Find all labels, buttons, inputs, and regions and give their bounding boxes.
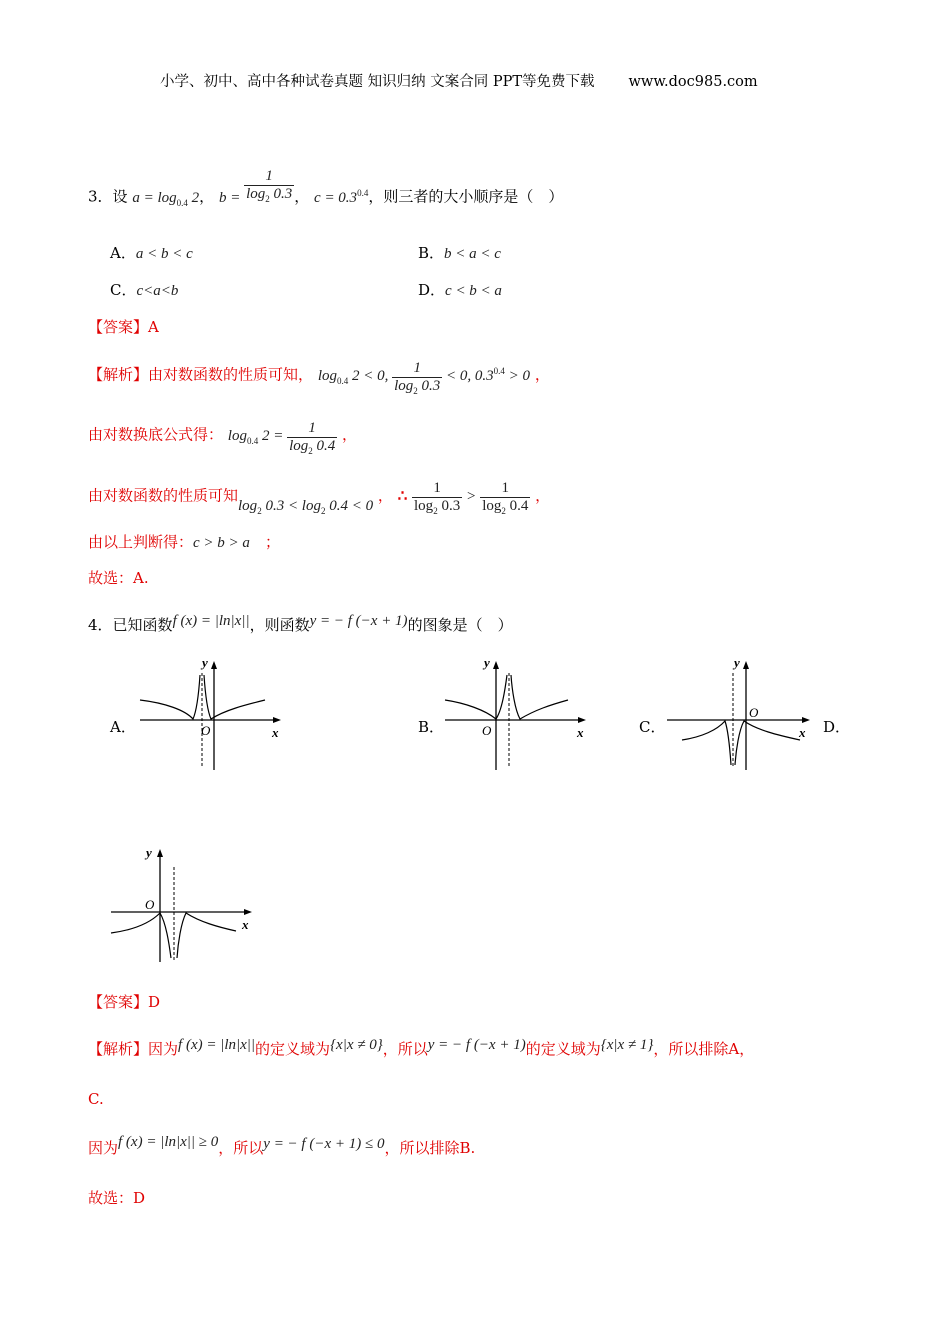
q3-option-a[interactable] bbox=[110, 242, 193, 263]
q3-b-expr: b = $\frac{1}{\log_2 0.3}$ bbox=[218, 168, 293, 206]
svg-text:y: y bbox=[734, 655, 740, 670]
q3-analysis-line2: 由对数换底公式得： $\log_{0.4} 2$ = $\frac{1}{\log_2 0.4}$ ， bbox=[88, 420, 358, 457]
q4-stem: 4．已知函数f (x) = |ln|x||，则函数y = − f (−x + 1)的图象是（ ） bbox=[88, 613, 513, 634]
option-expr: c<a<b bbox=[136, 283, 179, 299]
svg-text:y: y bbox=[146, 845, 152, 860]
q3-a-expr: $a = \log_{0.4} 2$ bbox=[132, 189, 200, 208]
svg-text:x: x bbox=[799, 725, 806, 740]
q3-analysis-line4: 由以上判断得：c > b > a ； bbox=[88, 533, 280, 551]
q4-analysis-line2: 因为f (x) = |ln|x|| ≥ 0，所以y = − f (−x + 1) ≤ 0，所以排除B. bbox=[88, 1134, 476, 1157]
option-expr: c < b < a bbox=[445, 283, 502, 299]
q4-conclusion: 故选：D bbox=[88, 1189, 146, 1207]
q3-option-c[interactable] bbox=[110, 279, 178, 300]
q4-option-d-graph[interactable] bbox=[108, 845, 263, 965]
option-label: B． bbox=[418, 244, 445, 262]
q3-comma1: ， bbox=[199, 187, 215, 206]
q3-option-d[interactable] bbox=[418, 279, 502, 300]
q3-lead: 设 bbox=[112, 187, 128, 206]
q4-option-d-label[interactable]: D． bbox=[823, 718, 851, 736]
q3-number: 3． bbox=[88, 187, 113, 206]
q4-option-a-graph[interactable] bbox=[135, 655, 290, 775]
q4-option-a-label[interactable]: A． bbox=[110, 718, 136, 736]
q4-option-b-graph[interactable] bbox=[440, 655, 595, 775]
svg-text:O: O bbox=[482, 723, 492, 738]
svg-text:x: x bbox=[577, 725, 584, 740]
q4-analysis-wrap: C. bbox=[88, 1090, 104, 1108]
q4-option-c-label[interactable]: C． bbox=[639, 718, 666, 736]
q3-conclusion: 故选：A. bbox=[88, 569, 149, 587]
q3-analysis-line3: 由对数函数的性质可知$\log_2 0.3 < \log_2 0.4 < 0$ ， ∴ $\frac{1}{\log_2 0.3}$ > $\frac{1}{\log_2 0.4}$ ， bbox=[88, 480, 551, 517]
header-url[interactable]: www.doc985.com bbox=[628, 74, 758, 90]
q3-c-expr: $c = 0.3^{0.4}$ bbox=[314, 187, 369, 206]
q4-option-b-label[interactable]: B． bbox=[418, 718, 445, 736]
option-label: C． bbox=[110, 281, 137, 299]
option-expr: a < b < c bbox=[135, 246, 193, 262]
svg-text:x: x bbox=[242, 917, 249, 932]
q4-answer: 【答案】D bbox=[88, 993, 161, 1011]
svg-text:O: O bbox=[201, 723, 211, 738]
svg-text:y: y bbox=[484, 655, 490, 670]
svg-text:O: O bbox=[749, 705, 759, 720]
q3-analysis-line1: 【解析】由对数函数的性质可知， $\log_{0.4} 2 < 0$, $\frac{1}{\log_2 0.3}$ < 0, $0.3^{0.4} > 0$ ， bbox=[88, 360, 550, 397]
q4-analysis-line1: 【解析】因为f (x) = |ln|x||的定义域为{x|x ≠ 0}，所以y = − f (−x + 1)的定义域为{x|x ≠ 1}，所以排除A， bbox=[88, 1037, 755, 1058]
q3-option-b[interactable] bbox=[418, 242, 501, 263]
option-expr: b < a < c bbox=[444, 246, 501, 262]
q3-answer: 【答案】A bbox=[88, 318, 159, 336]
q3-stem bbox=[88, 168, 564, 217]
q3-tail: ，则三者的大小顺序是（ ） bbox=[368, 187, 564, 206]
page-header bbox=[160, 70, 758, 91]
option-label: A． bbox=[110, 244, 136, 262]
option-label: D． bbox=[418, 281, 446, 299]
svg-text:x: x bbox=[272, 725, 279, 740]
header-title: 小学、初中、高中各种试卷真题 知识归纳 文案合同 PPT等免费下载 bbox=[160, 74, 595, 90]
svg-text:y: y bbox=[202, 655, 208, 670]
q3-comma2: ， bbox=[294, 187, 310, 206]
svg-text:O: O bbox=[145, 897, 155, 912]
q4-option-c-graph[interactable] bbox=[662, 655, 817, 775]
